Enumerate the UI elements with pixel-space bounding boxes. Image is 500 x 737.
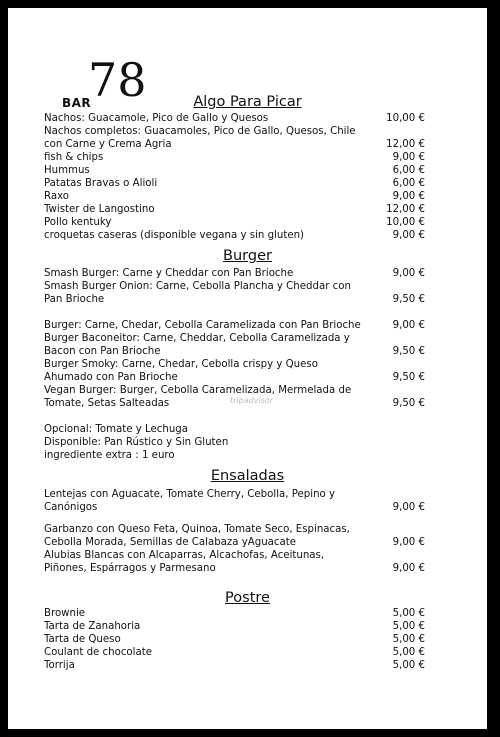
menu-item-line: Piñones, Espárragos y Parmesano xyxy=(44,563,216,574)
menu-item-price: 9,50 € xyxy=(392,398,425,409)
menu-item-line: Bacon con Pan Brioche xyxy=(44,346,161,357)
menu-item-line: Hummus xyxy=(44,165,90,176)
menu-page xyxy=(8,8,487,729)
logo-bar-text: BAR xyxy=(62,96,92,110)
menu-item-price: 12,00 € xyxy=(386,204,425,215)
menu-item-price: 9,00 € xyxy=(392,191,425,202)
menu-item-line: Twister de Langostino xyxy=(44,204,155,215)
burger-note: ingrediente extra : 1 euro xyxy=(44,450,175,461)
section-title-ensaladas: Ensaladas xyxy=(210,468,285,484)
menu-item-line: fish & chips xyxy=(44,152,104,163)
menu-item-line: Torrija xyxy=(44,660,75,671)
menu-item-line: Pollo kentuky xyxy=(44,217,112,228)
menu-item-price: 9,50 € xyxy=(392,372,425,383)
menu-item-line: Patatas Bravas o Alioli xyxy=(44,178,158,189)
menu-item-line: Canónigos xyxy=(44,502,98,513)
menu-item-line: Lentejas con Aguacate, Tomate Cherry, Cebolla, Pepino y xyxy=(44,489,336,500)
menu-item-price: 6,00 € xyxy=(392,165,425,176)
menu-item-price: 5,00 € xyxy=(392,660,425,671)
menu-item-line: Vegan Burger: Burger, Cebolla Caramelizada, Mermelada de xyxy=(44,385,352,396)
menu-item-line: con Carne y Crema Agria xyxy=(44,139,172,150)
menu-item-line: Tarta de Zanahoria xyxy=(44,621,141,632)
menu-item-line: Tomate, Setas Salteadas xyxy=(44,398,170,409)
burger-note: Opcional: Tomate y Lechuga xyxy=(44,424,188,435)
menu-item-line: Raxo xyxy=(44,191,70,202)
menu-item-price: 9,50 € xyxy=(392,294,425,305)
menu-item-line: Nachos completos: Guacamoles, Pico de Gallo, Quesos, Chile xyxy=(44,126,356,137)
menu-item-line: Tarta de Queso xyxy=(44,634,121,645)
menu-item-price: 9,00 € xyxy=(392,152,425,163)
menu-item-price: 10,00 € xyxy=(386,113,425,124)
menu-item-price: 9,50 € xyxy=(392,346,425,357)
section-title-picar: Algo Para Picar xyxy=(193,94,302,110)
menu-item-price: 5,00 € xyxy=(392,634,425,645)
menu-item-line: Alubias Blancas con Alcaparras, Alcachofas, Aceitunas, xyxy=(44,550,325,561)
menu-item-price: 9,00 € xyxy=(392,320,425,331)
watermark: tripadvisor xyxy=(230,396,274,405)
menu-item-line: Coulant de chocolate xyxy=(44,647,152,658)
menu-item-price: 5,00 € xyxy=(392,621,425,632)
menu-item-price: 9,00 € xyxy=(392,502,425,513)
menu-item-line: Brownie xyxy=(44,608,86,619)
section-title-burger: Burger xyxy=(223,248,272,264)
menu-item-line: Garbanzo con Queso Feta, Quinoa, Tomate Seco, Espinacas, xyxy=(44,524,350,535)
section-title-postre: Postre xyxy=(225,590,270,606)
menu-item-price: 10,00 € xyxy=(386,217,425,228)
menu-item-line: Burger Baconeitor: Carne, Cheddar, Cebolla Caramelizada y xyxy=(44,333,350,344)
menu-item-line: Burger: Carne, Chedar, Cebolla Caramelizada con Pan Brioche xyxy=(44,320,361,331)
menu-item-price: 9,00 € xyxy=(392,537,425,548)
menu-item-price: 5,00 € xyxy=(392,608,425,619)
menu-item-line: Nachos: Guacamole, Pico de Gallo y Quesos xyxy=(44,113,269,124)
menu-item-line: Burger Smoky: Carne, Chedar, Cebolla crispy y Queso xyxy=(44,359,318,370)
menu-item-price: 12,00 € xyxy=(386,139,425,150)
menu-item-price: 9,00 € xyxy=(392,268,425,279)
menu-item-price: 5,00 € xyxy=(392,647,425,658)
burger-note: Disponible: Pan Rústico y Sin Gluten xyxy=(44,437,229,448)
menu-item-price: 9,00 € xyxy=(392,563,425,574)
menu-item-line: croquetas caseras (disponible vegana y sin gluten) xyxy=(44,230,305,241)
menu-item-line: Pan Brioche xyxy=(44,294,105,305)
menu-item-price: 9,00 € xyxy=(392,230,425,241)
menu-item-line: Smash Burger Onion: Carne, Cebolla Plancha y Cheddar con xyxy=(44,281,351,292)
menu-item-line: Smash Burger: Carne y Cheddar con Pan Brioche xyxy=(44,268,294,279)
menu-item-price: 6,00 € xyxy=(392,178,425,189)
logo-number: 78 xyxy=(88,53,147,107)
menu-item-line: Cebolla Morada, Semillas de Calabaza yAguacate xyxy=(44,537,297,548)
menu-item-line: Ahumado con Pan Brioche xyxy=(44,372,178,383)
